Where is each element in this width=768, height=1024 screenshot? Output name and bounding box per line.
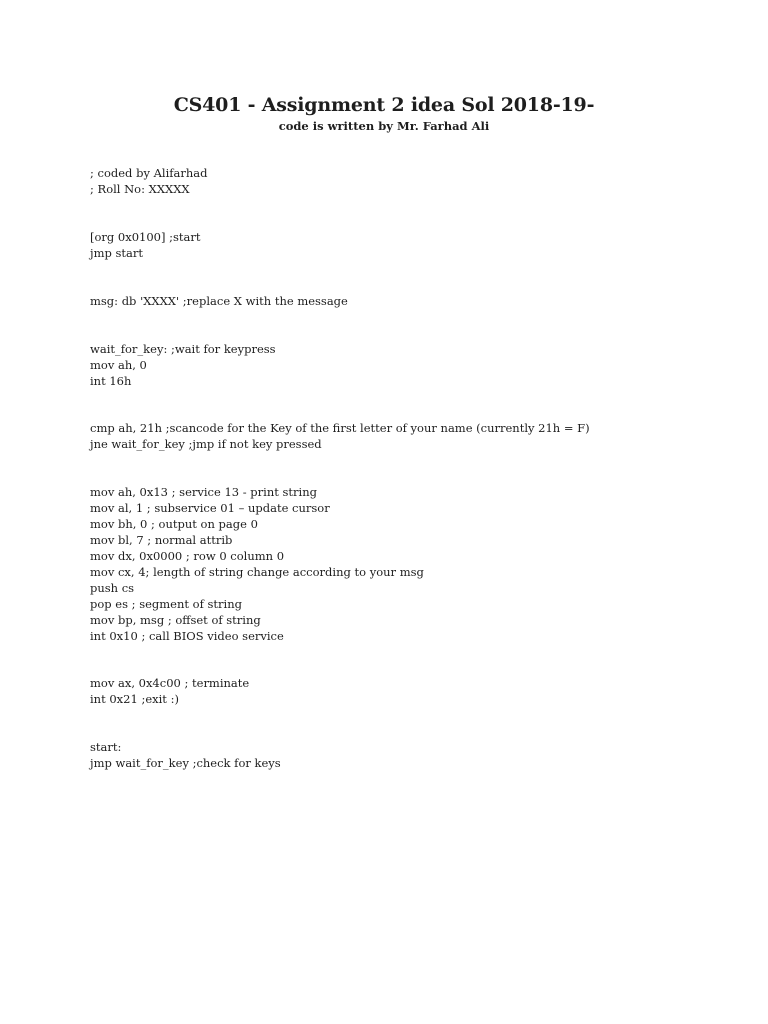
code-line: ; Roll No: XXXXX [90, 182, 190, 196]
code-line: cmp ah, 21h ;scancode for the Key of the first letter of your name (currently 21h = F) [90, 421, 590, 435]
code-line: push cs [90, 581, 135, 595]
code-line: pop es ; segment of string [90, 597, 242, 611]
code-line: int 0x10 ; call BIOS video service [90, 629, 284, 643]
code-line: mov ah, 0x13 ; service 13 - print string [90, 485, 317, 499]
code-line: mov bl, 7 ; normal attrib [90, 533, 233, 547]
code-line: jmp start [90, 246, 143, 260]
code-line: [org 0x0100] ;start [90, 230, 201, 244]
code-line: jmp wait_for_key ;check for keys [90, 756, 281, 770]
code-line: ; coded by Alifarhad [90, 166, 208, 180]
code-line: mov dx, 0x0000 ; row 0 column 0 [90, 549, 285, 563]
code-line: mov cx, 4; length of string change according to your msg [90, 565, 424, 579]
code-line: msg: db 'XXXX' ;replace X with the message [90, 294, 348, 308]
code-line: start: [90, 740, 122, 754]
page-subtitle: code is written by Mr. Farhad Ali [278, 119, 490, 133]
code-line: wait_for_key: ;wait for keypress [90, 342, 276, 356]
page-title: CS401 - Assignment 2 idea Sol 2018-19- [173, 94, 595, 116]
code-line: mov ax, 0x4c00 ; terminate [90, 676, 250, 690]
code-line: int 16h [90, 374, 132, 388]
code-line: int 0x21 ;exit :) [90, 692, 179, 706]
code-line: mov bp, msg ; offset of string [90, 613, 261, 627]
code-line: mov ah, 0 [90, 358, 147, 372]
code-line: mov bh, 0 ; output on page 0 [90, 517, 258, 531]
code-line: mov al, 1 ; subservice 01 – update cursor [90, 501, 330, 515]
code-line: jne wait_for_key ;jmp if not key pressed [90, 437, 322, 451]
